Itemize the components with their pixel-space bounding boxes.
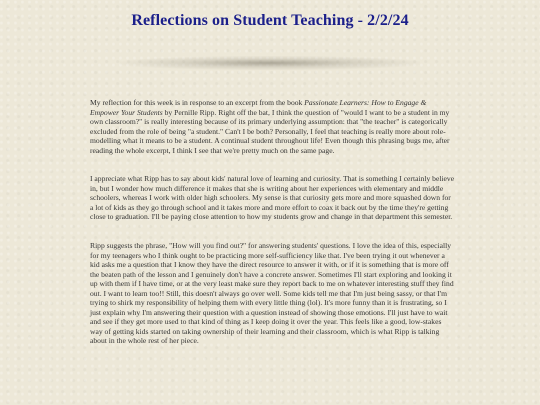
paragraph-2: I appreciate what Ripp has to say about kids' natural love of learning and curiosity. That is something I certainly believe in, but I wonder how much difference it makes that she is writing about her experiences with elementary and middle schoolers, whereas I work with older high schoolers. My sense is that curiosity gets more and more squashed down for a lot of kids as they go through school and it takes more and more effort to coax it back out by the time they're getting close to graduation. I'll be paying close attention to how my students grow and change in that department this semester. [90, 174, 455, 222]
paragraph-1-intro: My reflection for this week is in response to an excerpt from the book [90, 98, 305, 107]
reflection-body [90, 98, 455, 346]
paragraph-3: Ripp suggests the phrase, "How will you find out?" for answering students' questions. I love the idea of this, especially for my teenagers who I think ought to be practicing more self-sufficiency like that. I've been trying it out whenever a kid asks me a question that I know they have the direct resource to answer it with, or if it is something that is more off the beaten path of the lesson and I genuinely don't have a concrete answer. Sometimes I'll start exploring and looking it up with them if I have time, or at the very least make sure they report back to me on whatever interesting stuff they find out. I want to learn too!! Still, this doesn't always go over well. Some kids tell me that I'm just being sassy, or that I'm trying to shirk my responsibility of helping them with every little thing (lol). It's more funny than it is frustrating, so I just explain why I'm answering their question with a question instead of showing those emotions. I'll just have to wait and see if they get more used to that kind of thing as I keep doing it over the year. This feels like a good, low-stakes way of getting kids started on taking ownership of their learning and their classroom, which is what Ripp is talking about in the whole rest of her piece. [90, 241, 454, 346]
book-title: Passionate Learners: How to Engage & Empower Your Students [90, 98, 427, 117]
title-divider [120, 56, 420, 70]
paragraph-1-rest: by Pernille Ripp. Right off the bat, I think the question of "would I want to be a student in my own classroom?" is really interesting because of its primary underlying assumption: that "the teacher" is categorically excluded from the role of being "a student." Can't I be both? Personally, I feel that teaching is really more about role-modelling what it means to be a student. A continual student throughout life! Even though this phrasing bugs me, after reading the whole excerpt, I think I see that we're pretty much on the same page. [90, 107, 450, 155]
paragraph-1 [90, 98, 455, 155]
page-title: Reflections on Student Teaching - 2/2/24 [131, 12, 409, 29]
